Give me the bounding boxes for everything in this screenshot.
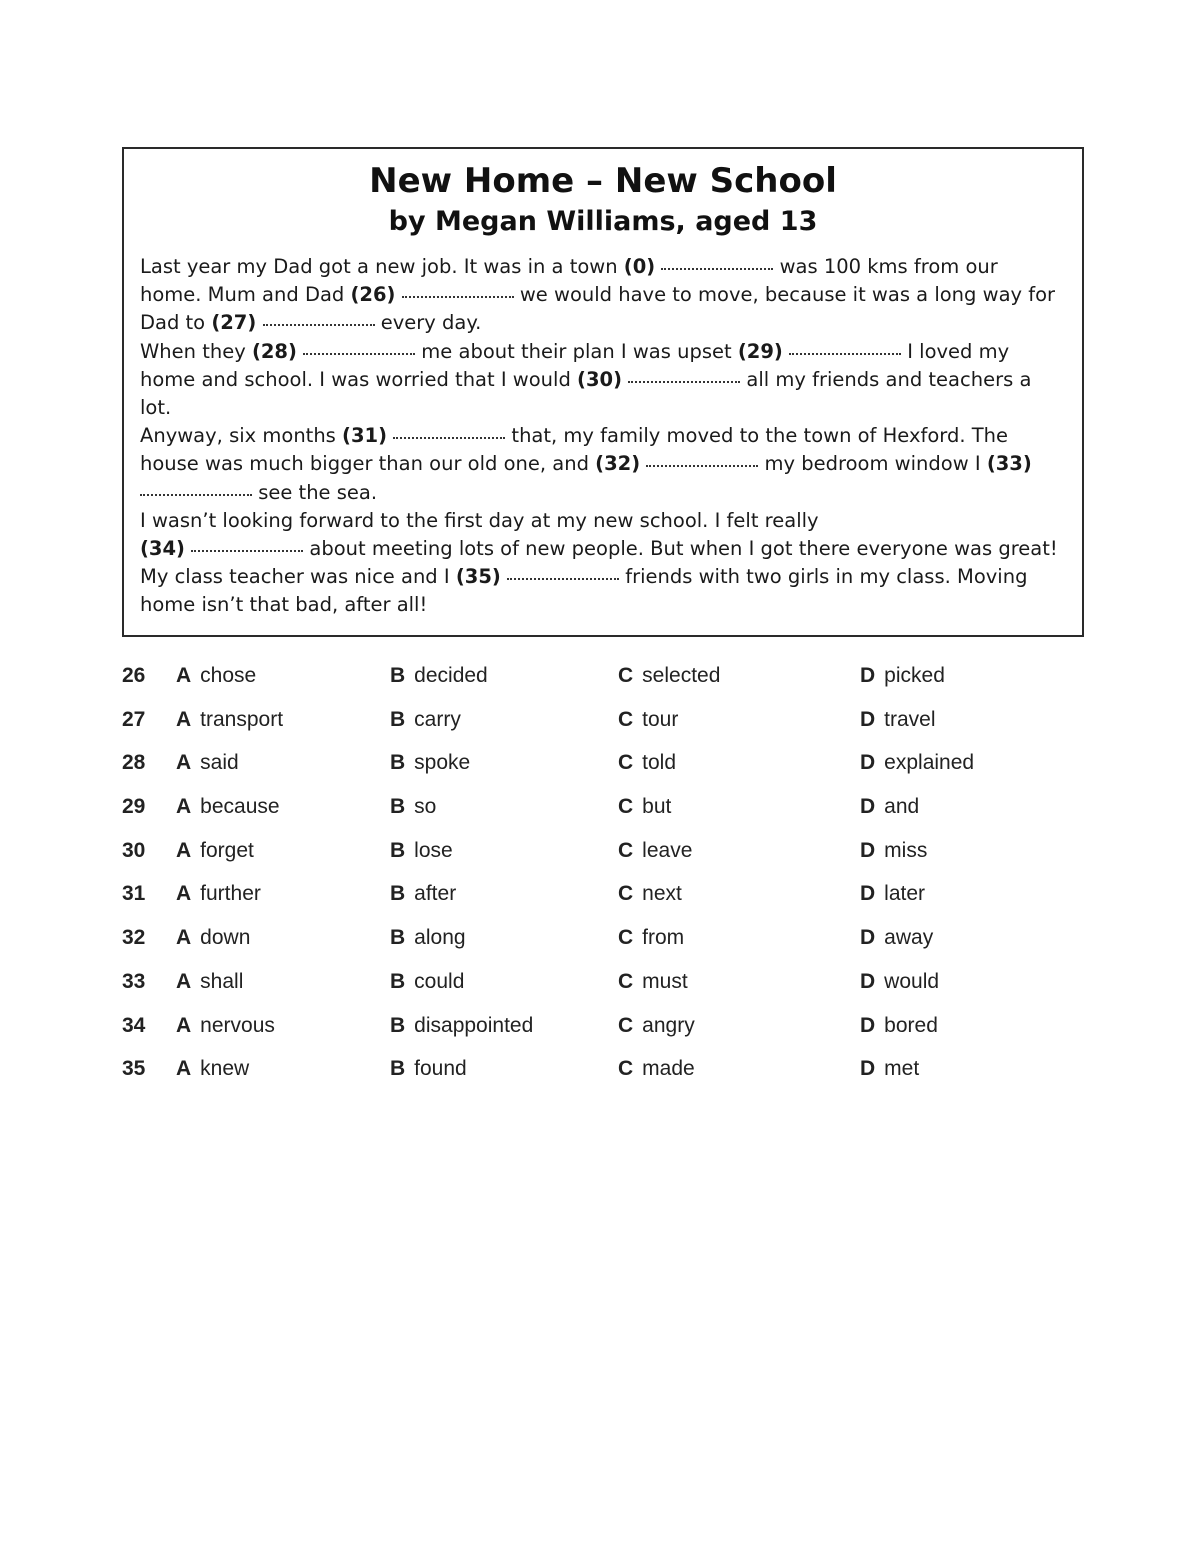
gap-number: (0) xyxy=(623,255,656,278)
question-row xyxy=(122,1004,1022,1048)
option-letter: C xyxy=(618,1057,634,1081)
option-text: lose xyxy=(414,838,453,862)
option-text: away xyxy=(884,926,934,950)
option-letter: D xyxy=(860,1013,876,1037)
story-paragraph xyxy=(140,338,1064,423)
option-text: because xyxy=(200,795,280,819)
option-d[interactable] xyxy=(860,926,933,950)
gap-number: (29) xyxy=(737,339,783,363)
option-text: forget xyxy=(200,838,254,862)
story-text-run: that, my family moved to the town of Hexford. The house was much bigger than our old one, and xyxy=(140,424,1008,476)
option-letter: A xyxy=(176,1013,192,1037)
option-text: met xyxy=(884,1057,920,1081)
option-letter: C xyxy=(618,751,634,775)
option-b[interactable] xyxy=(390,795,436,819)
option-letter: C xyxy=(618,664,634,687)
gap-number: (35) xyxy=(455,565,501,589)
gap-number: (31) xyxy=(342,424,388,448)
option-c[interactable] xyxy=(618,751,676,775)
option-a[interactable] xyxy=(176,795,280,819)
option-text: angry xyxy=(642,1013,695,1037)
option-text: shall xyxy=(200,969,244,993)
option-letter: C xyxy=(618,882,634,906)
question-row xyxy=(122,872,1022,916)
option-text: from xyxy=(642,926,685,950)
question-row xyxy=(122,785,1022,829)
story-paragraph xyxy=(140,253,1064,338)
option-b[interactable] xyxy=(390,882,456,906)
option-b[interactable] xyxy=(390,708,461,732)
gap-blank[interactable] xyxy=(393,436,505,439)
option-letter: A xyxy=(176,969,192,993)
option-letter: B xyxy=(390,838,406,862)
option-d[interactable] xyxy=(860,970,939,994)
option-letter: D xyxy=(860,707,876,731)
option-text: down xyxy=(200,926,251,950)
option-b[interactable] xyxy=(390,1057,467,1081)
gap-blank[interactable] xyxy=(303,352,415,355)
story-text-run: every day. xyxy=(374,311,482,335)
option-text: nervous xyxy=(200,1013,275,1037)
option-c[interactable] xyxy=(618,1014,695,1038)
option-text: and xyxy=(884,795,920,819)
option-a[interactable] xyxy=(176,708,283,732)
question-row xyxy=(122,698,1022,742)
option-c[interactable] xyxy=(618,664,720,688)
question-number: 26 xyxy=(122,664,146,687)
option-letter: A xyxy=(176,795,192,819)
option-text: must xyxy=(642,969,688,993)
option-text: miss xyxy=(884,838,928,862)
option-letter: C xyxy=(618,795,634,819)
option-text: disappointed xyxy=(414,1013,534,1037)
gap-blank[interactable] xyxy=(661,267,773,270)
option-letter: D xyxy=(860,838,876,862)
option-letter: B xyxy=(390,795,406,819)
option-b[interactable] xyxy=(390,664,488,688)
option-c[interactable] xyxy=(618,708,678,732)
option-text: leave xyxy=(642,838,693,862)
option-text: tour xyxy=(642,707,679,731)
question-number: 28 xyxy=(122,751,146,775)
story-text-run: see the sea. xyxy=(252,480,378,504)
story-text-run: I wasn’t looking forward to the first day at my new school. I felt really xyxy=(140,508,819,532)
option-letter: A xyxy=(176,882,192,906)
option-c[interactable] xyxy=(618,795,671,819)
option-text: bored xyxy=(884,1013,938,1037)
question-number: 34 xyxy=(122,1013,146,1037)
option-text: would xyxy=(884,969,940,993)
story-byline: by Megan Williams, aged 13 xyxy=(388,206,818,237)
question-row xyxy=(122,916,1022,960)
option-a[interactable] xyxy=(176,839,254,863)
option-letter: C xyxy=(618,838,634,862)
option-a[interactable] xyxy=(176,751,239,775)
option-text: next xyxy=(642,882,682,906)
option-text: spoke xyxy=(414,751,471,775)
option-text: travel xyxy=(884,707,936,731)
option-d[interactable] xyxy=(860,1014,938,1038)
option-a[interactable] xyxy=(176,926,250,950)
gap-number: (30) xyxy=(577,367,622,391)
option-letter: B xyxy=(390,707,406,731)
option-text: later xyxy=(884,882,926,906)
question-number: 27 xyxy=(122,707,146,731)
story-text-run: Anyway, six months xyxy=(140,424,343,448)
question-row xyxy=(122,829,1022,873)
option-letter: B xyxy=(390,882,406,906)
option-b[interactable] xyxy=(390,970,464,994)
option-a[interactable] xyxy=(176,970,243,994)
question-number: 32 xyxy=(122,926,146,950)
option-text: found xyxy=(414,1057,467,1081)
option-b[interactable] xyxy=(390,751,470,775)
option-letter: C xyxy=(618,1013,634,1037)
option-c[interactable] xyxy=(618,839,692,863)
gap-number: (33) xyxy=(986,452,1032,476)
option-c[interactable] xyxy=(618,970,688,994)
gap-number: (34) xyxy=(140,537,185,561)
option-d[interactable] xyxy=(860,795,919,819)
question-row xyxy=(122,654,1022,698)
gap-number: (27) xyxy=(211,311,257,335)
option-text: transport xyxy=(200,707,284,731)
gap-number: (26) xyxy=(350,283,396,307)
story-text-run: we would have to move, because it was a long way for Dad to xyxy=(140,283,1056,335)
option-letter: D xyxy=(860,664,876,687)
question-number: 35 xyxy=(122,1057,146,1081)
gap-number: (32) xyxy=(595,452,641,476)
gap-blank[interactable] xyxy=(646,464,758,467)
story-text-run: all my friends and teachers a lot. xyxy=(140,367,1032,420)
option-d[interactable] xyxy=(860,882,925,906)
story-paragraph xyxy=(140,422,1064,507)
option-letter: D xyxy=(860,751,876,775)
question-row xyxy=(122,741,1022,785)
option-a[interactable] xyxy=(176,1014,275,1038)
story-title: New Home – New School xyxy=(369,161,837,201)
gap-number: (28) xyxy=(251,339,297,363)
option-a[interactable] xyxy=(176,664,256,688)
gap-blank[interactable] xyxy=(507,577,619,580)
story-text-run: about meeting lots of new people. But when I got there everyone was great! My class teacher was nice and I xyxy=(140,537,1058,589)
option-text: after xyxy=(414,882,457,906)
story-text-run: was 100 kms from our home. Mum and Dad xyxy=(140,255,998,307)
option-text: but xyxy=(642,795,672,819)
option-letter: C xyxy=(618,969,634,993)
story-text-run: my bedroom window I xyxy=(758,452,987,476)
option-a[interactable] xyxy=(176,1057,249,1081)
option-letter: C xyxy=(618,707,634,731)
story-paragraph xyxy=(140,507,1064,620)
option-b[interactable] xyxy=(390,1014,533,1038)
option-c[interactable] xyxy=(618,926,684,950)
option-text: along xyxy=(414,926,466,950)
option-text: told xyxy=(642,751,677,775)
story-text-run: me about their plan I was upset xyxy=(415,339,738,363)
question-number: 29 xyxy=(122,795,146,819)
option-letter: B xyxy=(390,926,406,950)
option-c[interactable] xyxy=(618,882,682,906)
option-letter: D xyxy=(860,1057,876,1081)
option-c[interactable] xyxy=(618,1057,695,1081)
gap-blank[interactable] xyxy=(263,323,375,326)
story-text-run: I loved my home and school. I was worried that I would xyxy=(140,339,1010,391)
question-number: 30 xyxy=(122,838,146,862)
option-letter: D xyxy=(860,882,876,906)
option-letter: A xyxy=(176,926,192,950)
option-text: carry xyxy=(414,707,461,731)
gap-blank[interactable] xyxy=(191,549,303,552)
option-d[interactable] xyxy=(860,751,974,775)
option-b[interactable] xyxy=(390,926,466,950)
option-d[interactable] xyxy=(860,664,945,688)
option-text: said xyxy=(200,751,239,775)
gap-blank[interactable] xyxy=(140,493,252,496)
option-letter: A xyxy=(176,1057,192,1081)
option-letter: A xyxy=(176,707,192,731)
option-text: could xyxy=(414,969,465,993)
story-box xyxy=(122,147,1084,637)
story-text xyxy=(140,253,1064,620)
option-text: picked xyxy=(884,664,945,687)
option-letter: A xyxy=(176,838,192,862)
option-text: made xyxy=(642,1057,695,1081)
option-text: explained xyxy=(884,751,975,775)
option-letter: C xyxy=(618,926,634,950)
option-text: further xyxy=(200,882,261,906)
story-text-run: Last year my Dad got a new job. It was in a town xyxy=(140,255,624,278)
question-row xyxy=(122,1047,1022,1091)
gap-blank[interactable] xyxy=(628,380,740,383)
answer-options xyxy=(122,654,1022,1091)
option-letter: B xyxy=(390,1057,406,1081)
option-text: so xyxy=(414,795,437,819)
option-d[interactable] xyxy=(860,839,927,863)
option-d[interactable] xyxy=(860,708,936,732)
option-letter: D xyxy=(860,926,876,950)
gap-blank[interactable] xyxy=(402,295,514,298)
story-text-run: When they xyxy=(140,339,252,363)
option-letter: A xyxy=(176,664,192,687)
option-b[interactable] xyxy=(390,839,453,863)
option-d[interactable] xyxy=(860,1057,919,1081)
option-text: selected xyxy=(642,664,721,687)
option-letter: A xyxy=(176,751,192,775)
option-text: knew xyxy=(200,1057,250,1081)
question-number: 33 xyxy=(122,969,146,993)
option-text: decided xyxy=(414,664,488,687)
gap-blank[interactable] xyxy=(789,352,901,355)
option-letter: D xyxy=(860,969,876,993)
option-letter: B xyxy=(390,969,406,993)
option-letter: B xyxy=(390,751,406,775)
option-letter: B xyxy=(390,1013,406,1037)
question-number: 31 xyxy=(122,882,146,906)
question-row xyxy=(122,960,1022,1004)
story-text-run: friends with two girls in my class. Moving home isn’t that bad, after all! xyxy=(140,565,1028,617)
option-letter: B xyxy=(390,664,406,687)
option-text: chose xyxy=(200,664,257,687)
option-letter: D xyxy=(860,795,876,819)
option-a[interactable] xyxy=(176,882,261,906)
